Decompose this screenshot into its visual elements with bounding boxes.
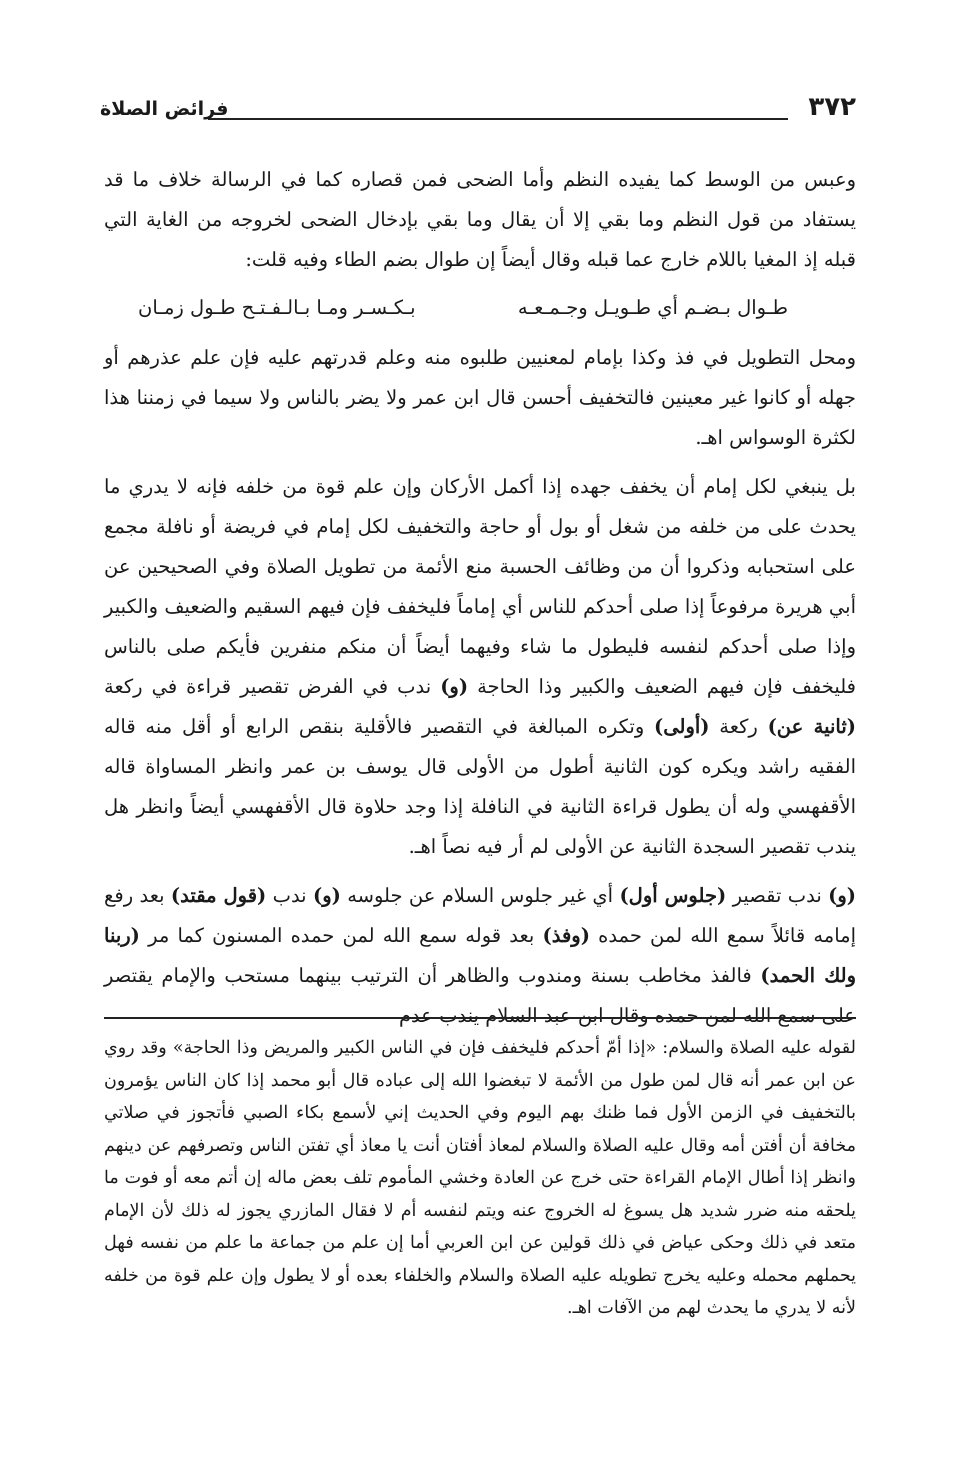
text-run: بعد رفع إمامه قائلاً سمع الله لمن حمده xyxy=(104,884,857,947)
verse-hemistich-second: بـكـسـر ومـا بـالـفـتـح طـول زمـان xyxy=(138,296,416,319)
paragraph-4 xyxy=(104,876,856,1036)
paragraph-2: ومحل التطويل في فذ وكذا بإمام لمعنيين طلبوه منه وعلم قدرتهم عليه فإن علم عذرهم أو جهله أو كانوا غير معينين فالتخفيف أحسن قال ابن عمر ولا يضر بالناس ولا سيما في زمننا هذا لكثرة الوسواس اهـ. xyxy=(104,346,856,449)
paragraph-3 xyxy=(104,467,856,867)
bold-conjunction: (و) xyxy=(828,884,856,907)
footnote-separator xyxy=(104,1017,856,1019)
text-run: ندب في الفرض تقصير قراءة في ركعة xyxy=(104,675,432,698)
text-run: ركعة xyxy=(719,715,758,738)
header-rule xyxy=(208,118,788,120)
page-number: ٣٧٢ xyxy=(808,92,856,122)
paragraph-1: وعبس من الوسط كما يفيده النظم وأما الضحى فمن قصاره كما في الرسالة خلاف ما قد يستفاد من قول النظم وما بقي إلا أن يقال وما بقي بإدخال الضحى لخروجه من الغاية التي قبله إذ المغيا باللام خارج عما قبله وقال أيضاً إن طوال بضم الطاء وفيه قلت: xyxy=(104,168,856,271)
bold-conjunction: (و) xyxy=(440,675,469,698)
text-run: فالفذ مخاطب بسنة ومندوب والظاهر أن الترتيب بينهما مستحب والإمام يقتصر على سمع الله لمن حمده وقال ابن عبد السلام يندب عدم xyxy=(104,964,856,1027)
text-run: وتكره المبالغة في التقصير فالأقلية بنقص الرابع أو أقل منه قاله الفقيه راشد ويكره كون الثانية أطول من الأولى قال يوسف بن عمر وانظر المساواة قاله الأقفهسي وله أن يطول قراءة الثانية في النافلة إذا وجد حلاوة قال الأقفهسي أيضاً وانظر هل يندب تقصير السجدة الثانية عن الأولى لم أر فيه نصاً اهـ. xyxy=(104,715,856,858)
running-title: فرائض الصلاة xyxy=(100,98,229,120)
text-run: بل ينبغي لكل إمام أن يخفف جهده إذا أكمل الأركان وإن علم قوة من خلفه فإنه لا يدري ما يحدث على من خلفه من شغل أو بول أو حاجة والتخفيف لكل إمام في فريضة أو نافلة مجمع على استحبابه وذكروا أن من وظائف الحسبة منع الأئمة من تطويل الصلاة وفي الصحيحين عن أبي هريرة مرفوعاً إذا صلى أحدكم للناس أي إماماً فليخفف فإن فيهم السقيم والضعيف والكبير وإذا صلى أحدكم لنفسه فليطول ما شاء وفيهما أيضاً أن منكم منفرين فأيكم صلى بالناس فليخفف فإن فيهم الضعيف والكبير وذا الحاجة xyxy=(104,475,857,698)
bold-matn-text: (أولى) xyxy=(654,715,710,738)
page-header xyxy=(100,88,856,132)
bold-matn-text: (وفذ) xyxy=(542,924,590,947)
bold-conjunction: (و) xyxy=(312,884,341,907)
text-run: ندب xyxy=(272,884,307,907)
bold-matn-text: (ربنا ولك الحمد) xyxy=(104,924,857,987)
footnote xyxy=(104,1032,856,1325)
poetry-verse xyxy=(104,288,856,334)
main-text xyxy=(104,160,856,1036)
bold-matn-text: (ثانية عن) xyxy=(767,715,856,738)
text-run: أي غير جلوس السلام عن جلوسه xyxy=(347,884,614,907)
text-run: ندب تقصير xyxy=(732,884,822,907)
text-run: بعد قوله سمع الله لمن حمده المسنون كما مر xyxy=(148,924,535,947)
bold-matn-text: (جلوس أول) xyxy=(619,884,727,907)
bold-matn-text: (قول مقتد) xyxy=(170,884,267,907)
verse-hemistich-first: طـوال بـضـم أي طـويـل وجـمـعـه xyxy=(517,296,788,319)
footnote-text: لقوله عليه الصلاة والسلام: «إذا أمّ أحدكم فليخفف فإن في الناس الكبير والمريض وذا الحاجة» وقد روي عن ابن عمر أنه قال لمن طول من الأئمة لا تبغضوا الله إلى عباده قال أبو محمد إذا كان الناس يؤمرون بالتخفيف في الزمن الأول فما ظنك بهم اليوم وفي الحديث إني لأسمع بكاء الصبي فأتجوز في صلاتي مخافة أن أفتن أمه وقال عليه الصلاة والسلام لمعاذ أفتان أنت يا معاذ أي تفتن الناس وتصرفهم عن دينهم وانظر إذا أطال الإمام القراءة حتى خرج عن العادة وخشي المأموم تلف بعض ماله إن أتم معه أو فوت ما يلحقه منه ضرر شديد هل يسوغ له الخروج عنه ويتم لنفسه أم لا فقال المازري يجوز له ذلك لأن الإمام متعد في ذلك وحكى عياض في ذلك قولين عن ابن العربي أما إن علم من جماعة ما علم من نفسه فهل يحملهم محمله وعليه يخرج تطويله عليه الصلاة والسلام والخلفاء بعده أو لا يطول وإن علم قوة من خلفه لأنه لا يدري ما يحدث لهم من الآفات اهـ. xyxy=(104,1038,856,1318)
